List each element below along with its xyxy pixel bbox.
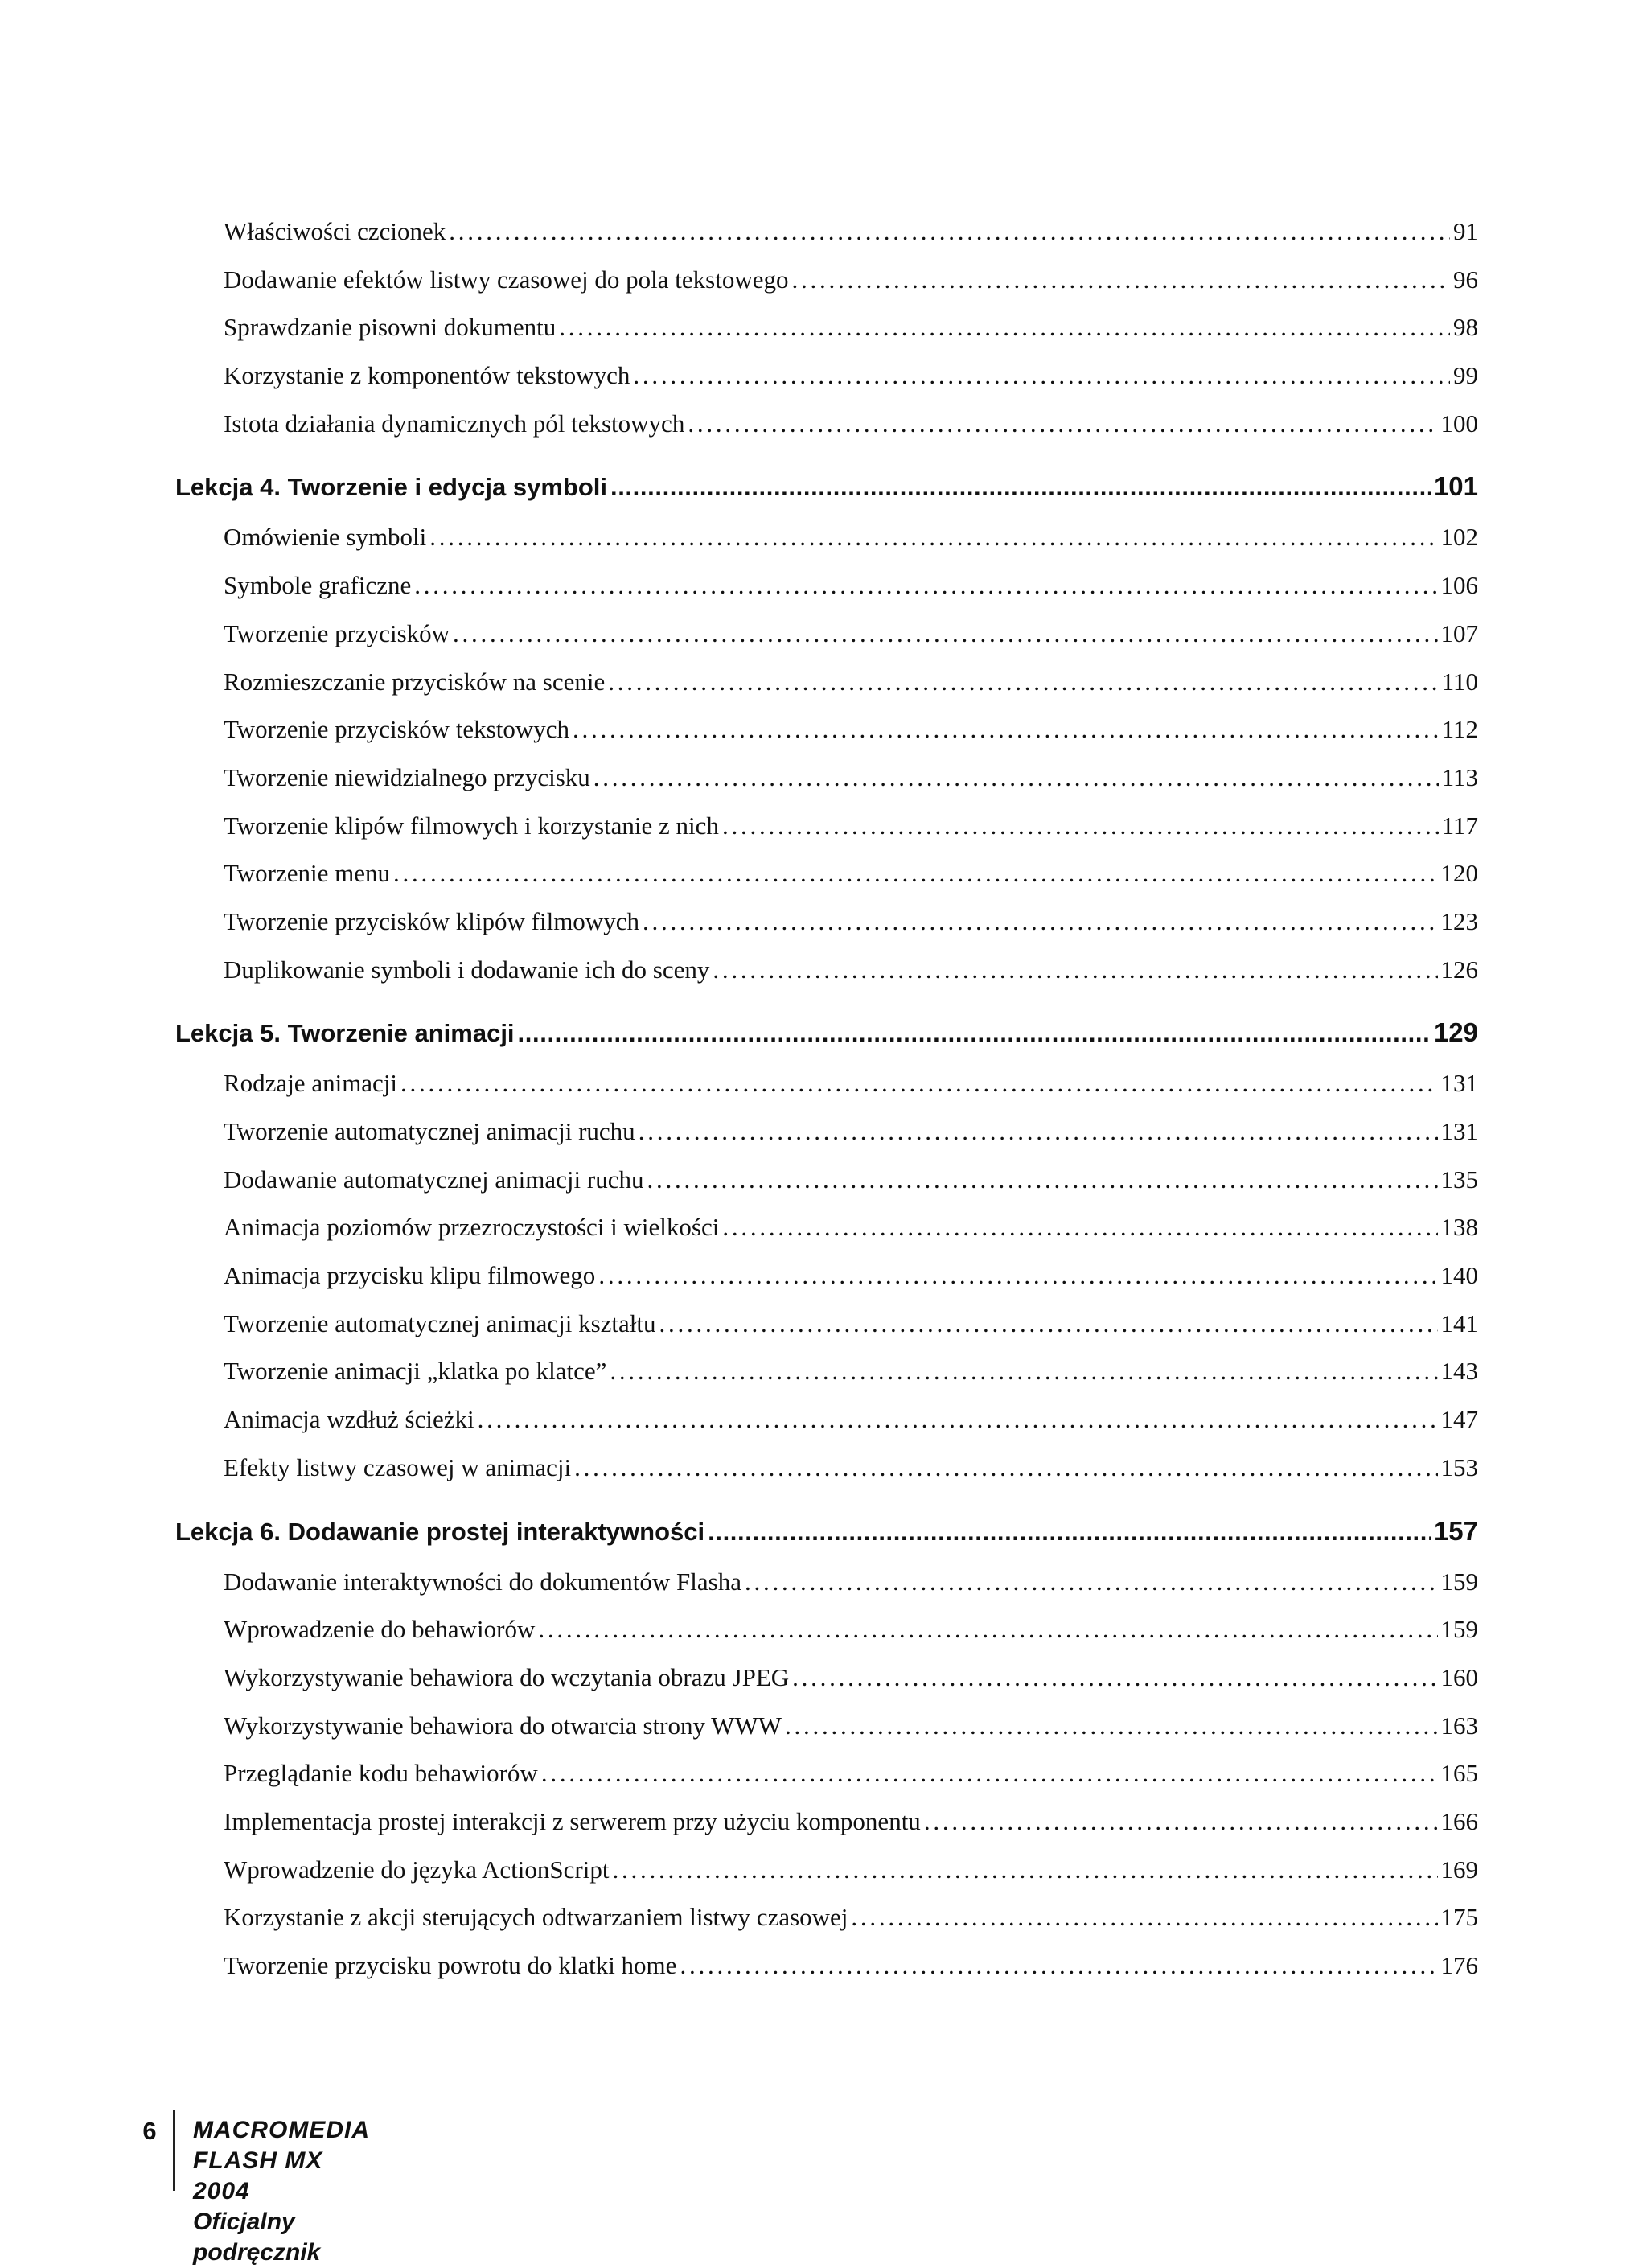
toc-title: Lekcja 6. Dodawanie prostej interaktywności — [175, 1517, 705, 1546]
toc-title: Tworzenie przycisków — [224, 618, 450, 647]
toc-entry — [175, 1702, 1478, 1750]
dot-leader — [722, 802, 1439, 850]
toc-entry — [175, 1558, 1478, 1606]
toc-title: Właściwości czcionek — [224, 217, 446, 245]
toc-lesson-heading — [175, 1006, 1478, 1059]
dot-leader — [400, 1059, 1437, 1107]
toc-title: Sprawdzanie pisowni dokumentu — [224, 313, 557, 342]
dot-leader — [478, 1395, 1438, 1444]
dot-leader — [429, 513, 1437, 561]
toc-page-number: 147 — [1440, 1405, 1478, 1434]
toc-page-number: 106 — [1440, 571, 1478, 600]
toc-page-number: 165 — [1440, 1759, 1478, 1788]
dot-leader — [393, 849, 1438, 898]
toc-title: Dodawanie interaktywności do dokumentów Flasha — [224, 1567, 741, 1596]
dot-leader — [518, 1007, 1431, 1060]
toc-page-number: 138 — [1440, 1213, 1478, 1242]
toc-entry — [175, 1395, 1478, 1444]
toc-page-number: 112 — [1441, 715, 1478, 744]
toc-title: Tworzenie automatycznej animacji ruchu — [224, 1117, 635, 1145]
dot-leader — [659, 1300, 1438, 1348]
toc-entry — [175, 1893, 1478, 1941]
toc-page-number: 91 — [1453, 217, 1478, 245]
toc-page-number: 143 — [1440, 1357, 1478, 1386]
toc-entry — [175, 1203, 1478, 1251]
toc-page-number: 175 — [1440, 1903, 1478, 1932]
toc-entry — [175, 513, 1478, 561]
footer-subtitle: Oficjalny podręcznik — [193, 2208, 321, 2266]
toc-lesson-heading — [175, 460, 1478, 513]
toc-page-number: 123 — [1440, 906, 1478, 935]
dot-leader — [573, 705, 1439, 754]
toc-title: Animacja wzdłuż ścieżki — [224, 1405, 474, 1434]
toc-title: Wykorzystywanie behawiora do otwarcia strony WWW — [224, 1711, 782, 1740]
toc-title: Istota działania dynamicznych pól tekstowych — [224, 409, 685, 438]
dot-leader — [643, 898, 1438, 946]
dot-leader — [598, 1251, 1437, 1300]
footer-book-info — [193, 2115, 369, 2268]
toc-entry — [175, 610, 1478, 658]
toc-page-number: 131 — [1440, 1117, 1478, 1145]
toc-title: Lekcja 4. Tworzenie i edycja symboli — [175, 473, 607, 502]
toc-entry — [175, 1605, 1478, 1654]
dot-leader — [639, 1107, 1438, 1156]
toc-page-number: 113 — [1441, 762, 1478, 791]
toc-entry — [175, 898, 1478, 946]
toc-entry — [175, 1846, 1478, 1894]
toc-page-number: 166 — [1440, 1806, 1478, 1835]
toc-title: Dodawanie automatycznej animacji ruchu — [224, 1165, 644, 1194]
toc-title: Tworzenie przycisków klipów filmowych — [224, 906, 639, 935]
toc-title: Tworzenie animacji „klatka po klatce” — [224, 1357, 607, 1386]
toc-entry — [175, 303, 1478, 351]
dot-leader — [680, 1941, 1437, 1990]
toc-page-number: 160 — [1440, 1662, 1478, 1691]
toc-entry — [175, 1654, 1478, 1702]
toc-entry — [175, 207, 1478, 256]
toc-page-number: 129 — [1433, 1017, 1478, 1048]
toc-title: Wprowadzenie do behawiorów — [224, 1615, 536, 1644]
dot-leader — [722, 1203, 1437, 1251]
toc-entry — [175, 1156, 1478, 1204]
toc-title: Rodzaje animacji — [224, 1069, 398, 1098]
toc-title: Tworzenie klipów filmowych i korzystanie z nich — [224, 811, 719, 840]
footer-page-number: 6 — [142, 2117, 157, 2145]
toc-title: Tworzenie przycisków tekstowych — [224, 715, 569, 744]
toc-page-number: 163 — [1440, 1711, 1478, 1740]
dot-leader — [541, 1749, 1438, 1798]
toc-title: Symbole graficzne — [224, 571, 412, 600]
dot-leader — [792, 1654, 1437, 1702]
footer-book-title: MACROMEDIA FLASH MX 2004 — [193, 2117, 369, 2204]
toc-entry — [175, 1107, 1478, 1156]
dot-leader — [851, 1893, 1437, 1941]
toc-title: Implementacja prostej interakcji z serwerem przy użyciu komponentu — [224, 1806, 921, 1835]
dot-leader — [708, 1506, 1431, 1559]
toc-page-number: 102 — [1440, 523, 1478, 552]
toc-title: Animacja przycisku klipu filmowego — [224, 1261, 596, 1290]
toc-page-number: 117 — [1441, 811, 1478, 840]
toc-entry — [175, 1300, 1478, 1348]
toc-entry — [175, 705, 1478, 754]
dot-leader — [633, 351, 1450, 400]
toc-entry — [175, 802, 1478, 850]
toc-page-number: 98 — [1453, 313, 1478, 342]
toc-title: Wykorzystywanie behawiora do wczytania obrazu JPEG — [224, 1662, 790, 1691]
toc-title: Rozmieszczanie przycisków na scenie — [224, 667, 606, 696]
toc-entry — [175, 1941, 1478, 1990]
toc-page-number: 120 — [1440, 859, 1478, 888]
footer-divider — [173, 2110, 175, 2191]
toc-title: Tworzenie niewidzialnego przycisku — [224, 762, 590, 791]
dot-leader — [559, 303, 1450, 351]
toc-entry — [175, 754, 1478, 802]
toc-page-number: 101 — [1433, 471, 1478, 502]
toc-entry — [175, 256, 1478, 304]
toc-title: Tworzenie menu — [224, 859, 390, 888]
dot-leader — [713, 946, 1437, 994]
toc-page-number: 107 — [1440, 618, 1478, 647]
toc-lesson-heading — [175, 1505, 1478, 1558]
toc-title: Korzystanie z komponentów tekstowych — [224, 361, 630, 390]
dot-leader — [593, 754, 1439, 802]
toc-title: Lekcja 5. Tworzenie animacji — [175, 1019, 515, 1048]
toc-page-number: 100 — [1440, 409, 1478, 438]
toc-title: Wprowadzenie do języka ActionScript — [224, 1855, 610, 1884]
toc-entry — [175, 1059, 1478, 1107]
toc-entry — [175, 1444, 1478, 1492]
toc-entry — [175, 1347, 1478, 1395]
toc-entry — [175, 561, 1478, 610]
toc-entry — [175, 1798, 1478, 1846]
toc-page-number: 99 — [1453, 361, 1478, 390]
toc-page-number: 176 — [1440, 1951, 1478, 1979]
toc-title: Dodawanie efektów listwy czasowej do pola tekstowego — [224, 265, 789, 294]
toc-page-number: 169 — [1440, 1855, 1478, 1884]
dot-leader — [610, 1347, 1437, 1395]
toc-entry — [175, 849, 1478, 898]
toc-page-number: 140 — [1440, 1261, 1478, 1290]
toc-page-number: 157 — [1433, 1515, 1478, 1546]
toc-title: Tworzenie przycisku powrotu do klatki home — [224, 1951, 677, 1979]
toc-entry — [175, 658, 1478, 706]
toc-entry — [175, 1251, 1478, 1300]
toc-page-number: 153 — [1440, 1452, 1478, 1481]
dot-leader — [608, 658, 1438, 706]
dot-leader — [688, 400, 1437, 448]
dot-leader — [538, 1605, 1437, 1654]
toc-title: Korzystanie z akcji sterujących odtwarzaniem listwy czasowej — [224, 1903, 848, 1932]
toc-page-number: 159 — [1440, 1567, 1478, 1596]
toc-entry — [175, 351, 1478, 400]
toc-entry — [175, 1749, 1478, 1798]
dot-leader — [745, 1558, 1438, 1606]
toc-page-number: 135 — [1440, 1165, 1478, 1194]
table-of-contents — [175, 207, 1478, 1990]
dot-leader — [647, 1156, 1437, 1204]
toc-title: Efekty listwy czasowej w animacji — [224, 1452, 572, 1481]
toc-page-number: 159 — [1440, 1615, 1478, 1644]
dot-leader — [612, 1846, 1437, 1894]
toc-title: Duplikowanie symboli i dodawanie ich do sceny — [224, 955, 710, 984]
toc-page-number: 131 — [1440, 1069, 1478, 1098]
dot-leader — [791, 256, 1450, 304]
toc-title: Omówienie symboli — [224, 523, 427, 552]
toc-title: Przeglądanie kodu behawiorów — [224, 1759, 538, 1788]
toc-page-number: 110 — [1441, 667, 1478, 696]
toc-entry — [175, 400, 1478, 448]
toc-page-number: 96 — [1453, 265, 1478, 294]
dot-leader — [414, 561, 1437, 610]
dot-leader — [785, 1702, 1438, 1750]
dot-leader — [453, 610, 1437, 658]
toc-title: Animacja poziomów przezroczystości i wielkości — [224, 1213, 720, 1242]
dot-leader — [449, 207, 1450, 256]
toc-page-number: 141 — [1440, 1309, 1478, 1337]
toc-title: Tworzenie automatycznej animacji kształtu — [224, 1309, 656, 1337]
dot-leader — [924, 1798, 1438, 1846]
toc-page-number: 126 — [1440, 955, 1478, 984]
dot-leader — [574, 1444, 1437, 1492]
toc-entry — [175, 946, 1478, 994]
dot-leader — [610, 461, 1431, 514]
